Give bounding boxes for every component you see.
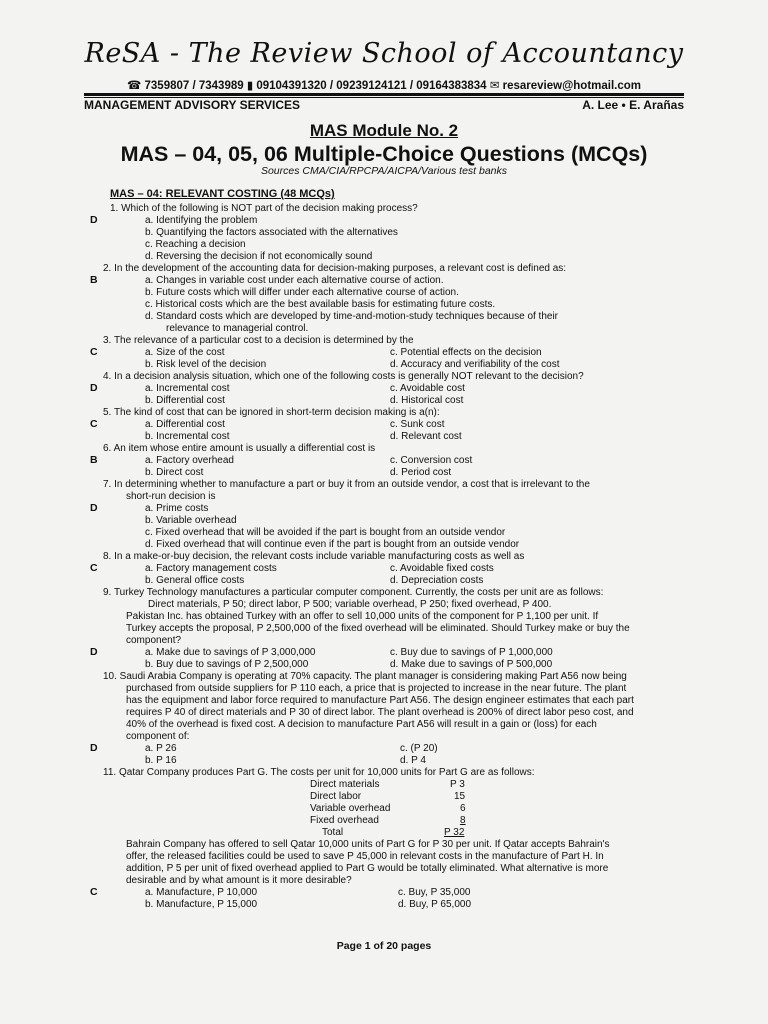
text-line: b. Buy due to savings of P 2,500,000	[145, 659, 309, 670]
text-line: d. Fixed overhead that will continue even if the part is bought from an outside vendor	[145, 539, 520, 550]
text-line: c. Buy, P 35,000	[398, 887, 471, 898]
text-line: 11. Qatar Company produces Part G. The costs per unit for 10,000 units for Part G are as follows:	[103, 767, 535, 778]
answer-key: C	[90, 346, 98, 358]
text-line: d. Depreciation costs	[390, 575, 484, 586]
text-line: desirable and by what amount is it more desirable?	[126, 875, 352, 886]
text-line: c. Avoidable cost	[390, 383, 465, 394]
text-line: Total	[322, 827, 344, 838]
text-line: d. Reversing the decision if not economically sound	[145, 251, 373, 262]
text-line: c. Historical costs which are the best available basis for estimating future costs.	[145, 299, 496, 310]
text-line: P 3	[450, 779, 465, 790]
text-line: relevance to managerial control.	[166, 323, 309, 334]
text-line: offer, the released facilities could be used to save P 45,000 in relevant costs in the manufacture of Part H. In	[126, 851, 604, 862]
text-line: P 32	[444, 827, 465, 838]
authors-label: A. Lee • E. Arañas	[582, 98, 684, 112]
text-line: d. Make due to savings of P 500,000	[390, 659, 553, 670]
text-line: a. Changes in variable cost under each alternative course of action.	[145, 275, 444, 286]
text-line: d. Buy, P 65,000	[398, 899, 472, 910]
text-line: b. P 16	[145, 755, 177, 766]
text-line: 2. In the development of the accounting data for decision-making purposes, a relevant cost is defined as:	[103, 263, 567, 274]
text-line: Pakistan Inc. has obtained Turkey with an offer to sell 10,000 units of the component for P 1,100 per unit. If	[126, 611, 599, 622]
answer-key: D	[90, 742, 98, 754]
module-title: MAS Module No. 2	[309, 121, 459, 140]
text-line: 4. In a decision analysis situation, which one of the following costs is generally NOT relevant to the decision?	[103, 371, 584, 382]
text-line: 15	[454, 791, 466, 802]
text-line: purchased from outside suppliers for P 110 each, a price that is projected to increase in the near future. The plant	[126, 683, 627, 694]
text-line: 9. Turkey Technology manufactures a particular computer component. Currently, the costs per unit are as follows:	[103, 587, 604, 598]
text-line: a. Incremental cost	[145, 383, 230, 394]
text-line: Turkey accepts the proposal, P 2,500,000 of the fixed overhead will be eliminated. Should Turkey make or buy the	[126, 623, 630, 634]
text-line: d. P 4	[400, 755, 426, 766]
sources-line: Sources CMA/CIA/RPCPA/AICPA/Various test banks	[260, 165, 508, 177]
school-masthead: ReSA - The Review School of Accountancy	[84, 38, 684, 69]
text-line: Direct materials	[310, 779, 380, 790]
answer-key: D	[90, 646, 98, 658]
text-line: c. Fixed overhead that will be avoided if the part is bought from an outside vendor	[145, 527, 506, 538]
text-line: b. Differential cost	[145, 395, 225, 406]
text-line: a. Size of the cost	[145, 347, 225, 358]
text-line: short-run decision is	[126, 491, 216, 502]
subject-label: MANAGEMENT ADVISORY SERVICES	[84, 98, 301, 112]
text-line: requires P 40 of direct materials and P 30 of direct labor. The plant overhead is 200% of direct labor peso cost, and	[126, 707, 634, 718]
header-rule	[84, 93, 684, 96]
text-line: Direct labor	[310, 791, 362, 802]
text-line: a. Make due to savings of P 3,000,000	[145, 647, 316, 658]
text-line: a. Manufacture, P 10,000	[145, 887, 258, 898]
answer-key: B	[90, 274, 98, 286]
text-line: c. Buy due to savings of P 1,000,000	[390, 647, 553, 658]
text-line: b. Incremental cost	[145, 431, 230, 442]
text-line: a. P 26	[145, 743, 177, 754]
text-line: b. Direct cost	[145, 467, 204, 478]
text-line: 3. The relevance of a particular cost to a decision is determined by the	[103, 335, 414, 346]
text-line: b. General office costs	[145, 575, 245, 586]
text-line: a. Identifying the problem	[145, 215, 258, 226]
text-line: b. Future costs which will differ under each alternative course of action.	[145, 287, 459, 298]
text-line: 8. In a make-or-buy decision, the relevant costs include variable manufacturing costs as well as	[103, 551, 525, 562]
text-line: d. Accuracy and verifiability of the cost	[390, 359, 560, 370]
text-line: Variable overhead	[310, 803, 391, 814]
text-line: has the equipment and labor force required to manufacture Part A56. The design engineer estimates that each part	[126, 695, 634, 706]
answer-key: D	[90, 382, 98, 394]
text-line: a. Factory management costs	[145, 563, 277, 574]
text-line: a. Prime costs	[145, 503, 209, 514]
text-line: b. Variable overhead	[145, 515, 237, 526]
text-line: Direct materials, P 50; direct labor, P 500; variable overhead, P 250; fixed overhead, P 400.	[148, 599, 552, 610]
text-line: component?	[126, 635, 182, 646]
text-line: c. (P 20)	[400, 743, 438, 754]
text-line: d. Relevant cost	[390, 431, 462, 442]
text-line: c. Avoidable fixed costs	[390, 563, 494, 574]
text-line: d. Period cost	[390, 467, 452, 478]
answer-key: D	[90, 502, 98, 514]
contact-line: ☎ 7359807 / 7343989 ▮ 09104391320 / 09239124121 / 09164383834 ✉ resareview@hotmail.com	[126, 80, 642, 92]
text-line: 5. The kind of cost that can be ignored in short-term decision making is a(n):	[103, 407, 440, 418]
text-line: Bahrain Company has offered to sell Qatar 10,000 units of Part G for P 30 per unit. If Qatar accepts Bahrain's	[126, 839, 610, 850]
text-line: 8	[460, 815, 466, 826]
text-line: component of:	[126, 731, 190, 742]
text-line: c. Reaching a decision	[145, 239, 246, 250]
page-footer: Page 1 of 20 pages	[336, 940, 432, 952]
section-heading: MAS – 04: RELEVANT COSTING (48 MCQs)	[110, 188, 335, 200]
text-line: d. Standard costs which are developed by time-and-motion-study techniques because of their	[145, 311, 559, 322]
text-line: b. Manufacture, P 15,000	[145, 899, 258, 910]
answer-key: B	[90, 454, 98, 466]
page-title: MAS – 04, 05, 06 Multiple-Choice Questions (MCQs)	[120, 142, 648, 166]
text-line: b. Risk level of the decision	[145, 359, 267, 370]
text-line: a. Differential cost	[145, 419, 225, 430]
text-line: c. Conversion cost	[390, 455, 473, 466]
answer-key: C	[90, 886, 98, 898]
text-line: 7. In determining whether to manufacture a part or buy it from an outside vendor, a cost that is irrelevant to the	[103, 479, 590, 490]
text-line: a. Factory overhead	[145, 455, 234, 466]
answer-key: C	[90, 562, 98, 574]
text-line: 1. Which of the following is NOT part of the decision making process?	[110, 203, 418, 214]
answer-key: D	[90, 214, 98, 226]
text-line: Fixed overhead	[310, 815, 379, 826]
text-line: 10. Saudi Arabia Company is operating at 70% capacity. The plant manager is considering making Part A56 now being	[103, 671, 627, 682]
text-line: addition, P 5 per unit of fixed overhead applied to Part G would be totally eliminated. What alternative is more	[126, 863, 609, 874]
text-line: d. Historical cost	[390, 395, 464, 406]
text-line: c. Sunk cost	[390, 419, 445, 430]
text-line: b. Quantifying the factors associated with the alternatives	[145, 227, 398, 238]
text-line: c. Potential effects on the decision	[390, 347, 542, 358]
text-line: 6	[460, 803, 466, 814]
text-line: 40% of the overhead is fixed cost. A decision to manufacture Part A56 will result in a gain or (loss) for each	[126, 719, 597, 730]
text-line: 6. An item whose entire amount is usually a differential cost is	[103, 443, 376, 454]
answer-key: C	[90, 418, 98, 430]
